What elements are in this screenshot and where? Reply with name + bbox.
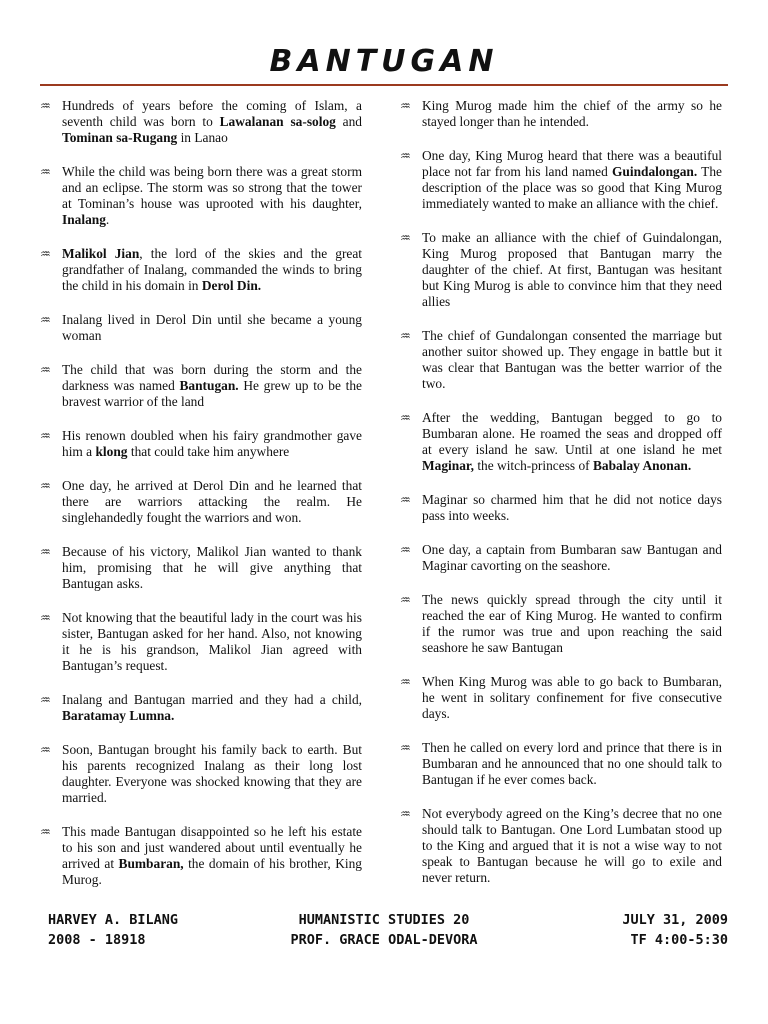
list-item bbox=[40, 98, 362, 146]
list-item-text bbox=[422, 328, 722, 392]
footer-schedule: TF 4:00-5:30 bbox=[630, 932, 728, 948]
bold-term: Lawalanan sa-solog bbox=[219, 114, 336, 129]
aquarius-bullet-icon: ♒ bbox=[400, 543, 411, 557]
list-item bbox=[400, 492, 722, 524]
text-run: Hundreds of years before the coming of Islam, a seventh child was born to bbox=[62, 98, 362, 129]
text-run: Inalang and Bantugan married and they had a child, bbox=[62, 692, 362, 707]
list-item-text bbox=[422, 542, 722, 574]
bold-term: Babalay Anonan. bbox=[592, 458, 692, 473]
text-run: Maginar so charmed him that he did not notice days pass into weeks. bbox=[422, 492, 722, 523]
text-run: Soon, Bantugan brought his family back to earth. But his parents recognized Inalang as their long lost daughter. Everyone was shocked knowing that they are married. bbox=[62, 742, 362, 805]
text-run: and bbox=[335, 114, 363, 129]
text-run: This made Bantugan disappointed so he left his estate to his son and just wandered about until eventually he arrived at bbox=[62, 824, 362, 871]
footer-professor: PROF. GRACE ODAL-DEVORA bbox=[290, 932, 478, 948]
text-run: To make an alliance with the chief of Guindalongan, King Murog proposed that Bantugan marry the daughter of the chief. At first, Bantugan was hesitant but King Murog is able to convince him that they need allies bbox=[422, 230, 722, 309]
right-column bbox=[400, 98, 722, 904]
text-run: that could take him anywhere bbox=[127, 444, 290, 459]
text-run: His renown doubled when his fairy grandmother gave him a bbox=[62, 428, 362, 459]
aquarius-bullet-icon: ♒ bbox=[40, 743, 51, 757]
list-item bbox=[40, 428, 362, 460]
list-item-text bbox=[62, 362, 362, 410]
bold-term: Baratamay Lumna. bbox=[62, 708, 175, 723]
list-item-text bbox=[62, 544, 362, 592]
text-run: He grew up to be the bravest warrior of the land bbox=[62, 378, 362, 409]
bold-term: klong bbox=[95, 444, 128, 459]
text-run: While the child was being born there was a great storm and an eclipse. The storm was so strong that the tower at Tominan’s house was uprooted with his daughter, bbox=[62, 164, 362, 211]
aquarius-bullet-icon: ♒ bbox=[400, 593, 411, 607]
aquarius-bullet-icon: ♒ bbox=[40, 313, 51, 327]
list-item bbox=[40, 246, 362, 294]
text-run: The description of the place was so good that King Murog immediately wanted to make an alliance with the chief. bbox=[422, 164, 722, 211]
list-item bbox=[400, 230, 722, 310]
text-run: When King Murog was able to go back to Bumbaran, he went in solitary confinement for five consecutive days. bbox=[422, 674, 722, 721]
list-item-text bbox=[422, 674, 722, 722]
list-item-text bbox=[422, 410, 722, 474]
list-item-text bbox=[62, 610, 362, 674]
list-item bbox=[400, 740, 722, 788]
list-item-text bbox=[422, 148, 722, 212]
text-run: Because of his victory, Malikol Jian wanted to thank him, promising that he will give anything that Bantugan asks. bbox=[62, 544, 362, 591]
aquarius-bullet-icon: ♒ bbox=[40, 479, 51, 493]
list-item-text bbox=[422, 806, 722, 886]
list-item-text bbox=[62, 98, 362, 146]
list-item bbox=[40, 544, 362, 592]
bold-term: Guindalongan. bbox=[611, 164, 698, 179]
bold-term: Malikol Jian bbox=[62, 246, 140, 261]
text-run: the domain of his brother, King Murog. bbox=[62, 856, 362, 887]
list-item bbox=[40, 478, 362, 526]
text-run: Inalang lived in Derol Din until she became a young woman bbox=[62, 312, 362, 343]
text-run: One day, he arrived at Derol Din and he learned that there are warriors attacking the realm. He singlehandedly fought the warriors and won. bbox=[62, 478, 362, 525]
bold-term: Bumbaran, bbox=[118, 856, 184, 871]
list-item bbox=[400, 98, 722, 130]
list-item-text bbox=[62, 428, 362, 460]
text-run: One day, King Murog heard that there was a beautiful place not far from his land named bbox=[422, 148, 722, 179]
list-item-text bbox=[62, 312, 362, 344]
text-run: . bbox=[105, 212, 110, 227]
aquarius-bullet-icon: ♒ bbox=[40, 247, 51, 261]
list-item bbox=[400, 328, 722, 392]
text-run: Then he called on every lord and prince that there is in Bumbaran and he announced that no one should talk to Bantugan if he ever comes back. bbox=[422, 740, 722, 787]
bold-term: Tominan sa-Rugang bbox=[62, 130, 178, 145]
bold-term: Inalang bbox=[62, 212, 106, 227]
text-run: King Murog made him the chief of the army so he stayed longer than he intended. bbox=[422, 98, 722, 129]
aquarius-bullet-icon: ♒ bbox=[400, 807, 411, 821]
text-run: , the lord of the skies and the great grandfather of Inalang, commanded the winds to bring the child in his domain in bbox=[62, 246, 363, 293]
list-item-text bbox=[422, 740, 722, 788]
title-divider bbox=[40, 84, 728, 86]
list-item-text bbox=[62, 824, 362, 888]
document-title: BANTUGAN bbox=[269, 44, 499, 79]
list-item bbox=[400, 674, 722, 722]
text-run: Not everybody agreed on the King’s decree that no one should talk to Bantugan. One Lord Lumbatan stood up to the King and argued that it is not a wise way to not speak to Bantugan because he will go to exile and never return. bbox=[422, 806, 722, 885]
aquarius-bullet-icon: ♒ bbox=[400, 99, 411, 113]
text-run: One day, a captain from Bumbaran saw Bantugan and Maginar cavorting on the seashore. bbox=[422, 542, 722, 573]
text-run: After the wedding, Bantugan begged to go to Bumbaran alone. He roamed the seas and dropped off at every island he saw. Until at one island he met bbox=[422, 410, 722, 457]
bold-term: Maginar, bbox=[422, 458, 474, 473]
list-item-text bbox=[62, 164, 362, 228]
aquarius-bullet-icon: ♒ bbox=[40, 165, 51, 179]
aquarius-bullet-icon: ♒ bbox=[40, 363, 51, 377]
list-item bbox=[400, 410, 722, 474]
list-item bbox=[40, 742, 362, 806]
list-item bbox=[40, 312, 362, 344]
list-item-text bbox=[422, 98, 722, 130]
bold-term: Bantugan. bbox=[179, 378, 239, 393]
aquarius-bullet-icon: ♒ bbox=[400, 493, 411, 507]
list-item bbox=[40, 692, 362, 724]
footer-author: HARVEY A. BILANG bbox=[48, 912, 179, 928]
aquarius-bullet-icon: ♒ bbox=[400, 411, 411, 425]
list-item bbox=[400, 806, 722, 886]
aquarius-bullet-icon: ♒ bbox=[400, 741, 411, 755]
list-item bbox=[400, 542, 722, 574]
text-run: the witch-princess of bbox=[473, 458, 593, 473]
list-item-text bbox=[422, 592, 722, 656]
text-run: The child that was born during the storm and the darkness was named bbox=[62, 362, 362, 393]
list-item-text bbox=[62, 478, 362, 526]
list-item bbox=[400, 592, 722, 656]
list-item bbox=[40, 824, 362, 888]
left-column bbox=[40, 98, 362, 906]
footer-course: HUMANISTIC STUDIES 20 bbox=[298, 912, 470, 928]
text-run: Not knowing that the beautiful lady in the court was his sister, Bantugan asked for her hand. Also, not knowing it he is his grandson, Malikol Jian agreed with Bantugan’s request. bbox=[62, 610, 362, 673]
page-footer bbox=[40, 910, 728, 950]
aquarius-bullet-icon: ♒ bbox=[40, 429, 51, 443]
list-item bbox=[400, 148, 722, 212]
aquarius-bullet-icon: ♒ bbox=[400, 675, 411, 689]
text-run: The news quickly spread through the city until it reached the ear of King Murog. He wanted to confirm if the rumor was true and upon reaching the said seashore he saw Bantugan bbox=[422, 592, 722, 655]
text-run: in Lanao bbox=[177, 130, 228, 145]
list-item bbox=[40, 362, 362, 410]
aquarius-bullet-icon: ♒ bbox=[40, 825, 51, 839]
aquarius-bullet-icon: ♒ bbox=[40, 693, 51, 707]
list-item bbox=[40, 164, 362, 228]
bold-term: Derol Din. bbox=[201, 278, 262, 293]
aquarius-bullet-icon: ♒ bbox=[40, 545, 51, 559]
aquarius-bullet-icon: ♒ bbox=[40, 611, 51, 625]
footer-date: JULY 31, 2009 bbox=[622, 912, 728, 928]
footer-student-number: 2008 - 18918 bbox=[48, 932, 146, 948]
aquarius-bullet-icon: ♒ bbox=[400, 149, 411, 163]
footer-date-block bbox=[622, 910, 728, 950]
text-run: The chief of Gundalongan consented the marriage but another suitor showed up. They engage in battle but it was clear that Bantugan was the better warrior of the two. bbox=[422, 328, 722, 391]
list-item-text bbox=[62, 692, 362, 724]
list-item-text bbox=[62, 742, 362, 806]
list-item-text bbox=[422, 230, 722, 310]
list-item-text bbox=[422, 492, 722, 524]
aquarius-bullet-icon: ♒ bbox=[400, 329, 411, 343]
list-item-text bbox=[62, 246, 362, 294]
list-item bbox=[40, 610, 362, 674]
aquarius-bullet-icon: ♒ bbox=[400, 231, 411, 245]
aquarius-bullet-icon: ♒ bbox=[40, 99, 51, 113]
